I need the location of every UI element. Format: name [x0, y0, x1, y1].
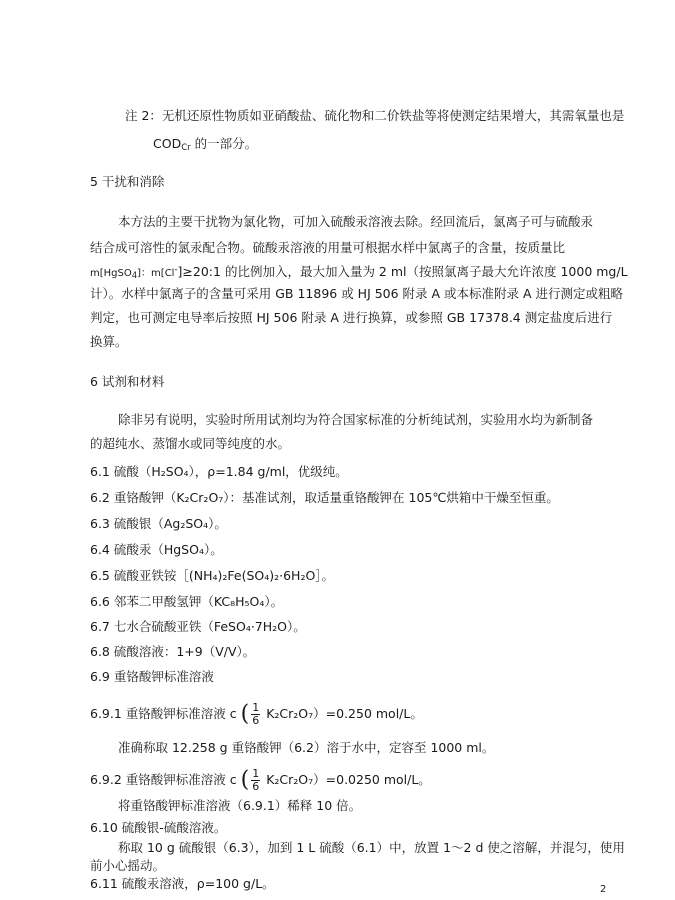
cod-term: COD — [153, 136, 182, 151]
section-5-paragraph-line-5: 判定，也可测定电导率后按照 HJ 506 附录 A 进行换算，或参照 GB 17378.4 测定盐度后进行 — [90, 310, 613, 325]
item-6-10: 6.10 硫酸银-硫酸溶液。 — [90, 820, 227, 835]
hgso4-mass-term: m[HgSO — [90, 268, 132, 279]
cl-superscript: - — [174, 265, 178, 275]
item-6-9-1 — [90, 702, 423, 727]
section-5-paragraph-line-1: 本方法的主要干扰物为氯化物，可加入硫酸汞溶液去除。经回流后，氯离子可与硫酸汞 — [118, 214, 594, 229]
note-2-line-1: 注 2：无机还原性物质如亚硝酸盐、硫化物和二价铁盐等将使测定结果增大，其需氧量也是 — [125, 108, 625, 123]
open-paren: ( — [240, 767, 250, 793]
page-number: 2 — [600, 884, 607, 895]
section-5-paragraph-line-2: 结合成可溶性的氯汞配合物。硫酸汞溶液的用量可根据水样中氯离子的含量，按质量比 — [90, 240, 566, 255]
item-6-9-2-text: 将重铬酸钾标准溶液（6.9.1）稀释 10 倍。 — [118, 798, 362, 813]
fraction-denominator: 6 — [252, 780, 260, 793]
section-5-paragraph-line-6: 换算。 — [90, 334, 128, 349]
hgso4-subscript: 4 — [131, 271, 138, 281]
item-6-4: 6.4 硫酸汞（HgSO₄）。 — [90, 542, 223, 557]
item-6-8: 6.8 硫酸溶液：1+9（V/V）。 — [90, 644, 256, 659]
item-6-10-line-2: 前小心摇动。 — [90, 858, 166, 873]
section-5-heading: 5 干扰和消除 — [90, 174, 165, 189]
item-6-9-2-label: 6.9.2 重铬酸钾标准溶液 c — [90, 772, 237, 787]
cl-mass-term: ]：m[Cl — [137, 268, 175, 279]
open-paren: ( — [240, 701, 250, 727]
fraction-denominator: 6 — [252, 714, 260, 727]
fraction-one-sixth — [251, 702, 260, 727]
item-6-7: 6.7 七水合硫酸亚铁（FeSO₄·7H₂O）。 — [90, 619, 306, 634]
item-6-9-1-text: 准确称取 12.258 g 重铬酸钾（6.2）溶于水中，定容至 1000 ml。 — [118, 740, 495, 755]
item-6-1: 6.1 硫酸（H₂SO₄），ρ=1.84 g/ml，优级纯。 — [90, 464, 348, 479]
cod-subscript: Cr — [181, 143, 191, 153]
item-6-10-line-1: 称取 10 g 硫酸银（6.3），加到 1 L 硫酸（6.1）中，放置 1～2 d 使之溶解，并混匀，使用 — [118, 840, 625, 855]
section-5-paragraph-line-3 — [90, 262, 628, 284]
section-5-paragraph-line-3-rest: ]≥20:1 的比例加入，最大加入量为 2 ml（按照氯离子最大允许浓度 1000 mg/L — [177, 264, 628, 279]
section-6-heading: 6 试剂和材料 — [90, 374, 165, 389]
item-6-9-1-value: K₂Cr₂O₇）=0.250 mol/L。 — [266, 706, 423, 721]
item-6-11: 6.11 硫酸汞溶液，ρ=100 g/L。 — [90, 876, 275, 891]
fraction-numerator: 1 — [252, 767, 260, 780]
section-6-intro-line-1: 除非另有说明，实验时所用试剂均为符合国家标准的分析纯试剂，实验用水均为新制备 — [118, 412, 594, 427]
item-6-3: 6.3 硫酸银（Ag₂SO₄）。 — [90, 516, 227, 531]
fraction-one-sixth — [251, 768, 260, 793]
note-2-line-2-end: 的一部分。 — [190, 136, 258, 151]
item-6-2: 6.2 重铬酸钾（K₂Cr₂O₇）：基准试剂，取适量重铬酸钾在 105℃烘箱中干燥至恒重。 — [90, 490, 559, 505]
fraction-numerator: 1 — [252, 701, 260, 714]
section-6-intro-line-2: 的超纯水、蒸馏水或同等纯度的水。 — [90, 436, 291, 451]
item-6-6: 6.6 邻苯二甲酸氢钾（KC₈H₅O₄）。 — [90, 594, 284, 609]
item-6-9-2 — [90, 768, 431, 793]
item-6-5: 6.5 硫酸亚铁铵［(NH₄)₂Fe(SO₄)₂·6H₂O］。 — [90, 568, 335, 583]
item-6-9-2-value: K₂Cr₂O₇）=0.0250 mol/L。 — [266, 772, 431, 787]
item-6-9: 6.9 重铬酸钾标准溶液 — [90, 669, 214, 684]
item-6-9-1-label: 6.9.1 重铬酸钾标准溶液 c — [90, 706, 237, 721]
section-5-paragraph-line-4: 计）。水样中氯离子的含量可采用 GB 11896 或 HJ 506 附录 A 或本标准附录 A 进行测定或粗略 — [90, 286, 624, 301]
note-2-line-2 — [153, 134, 257, 154]
